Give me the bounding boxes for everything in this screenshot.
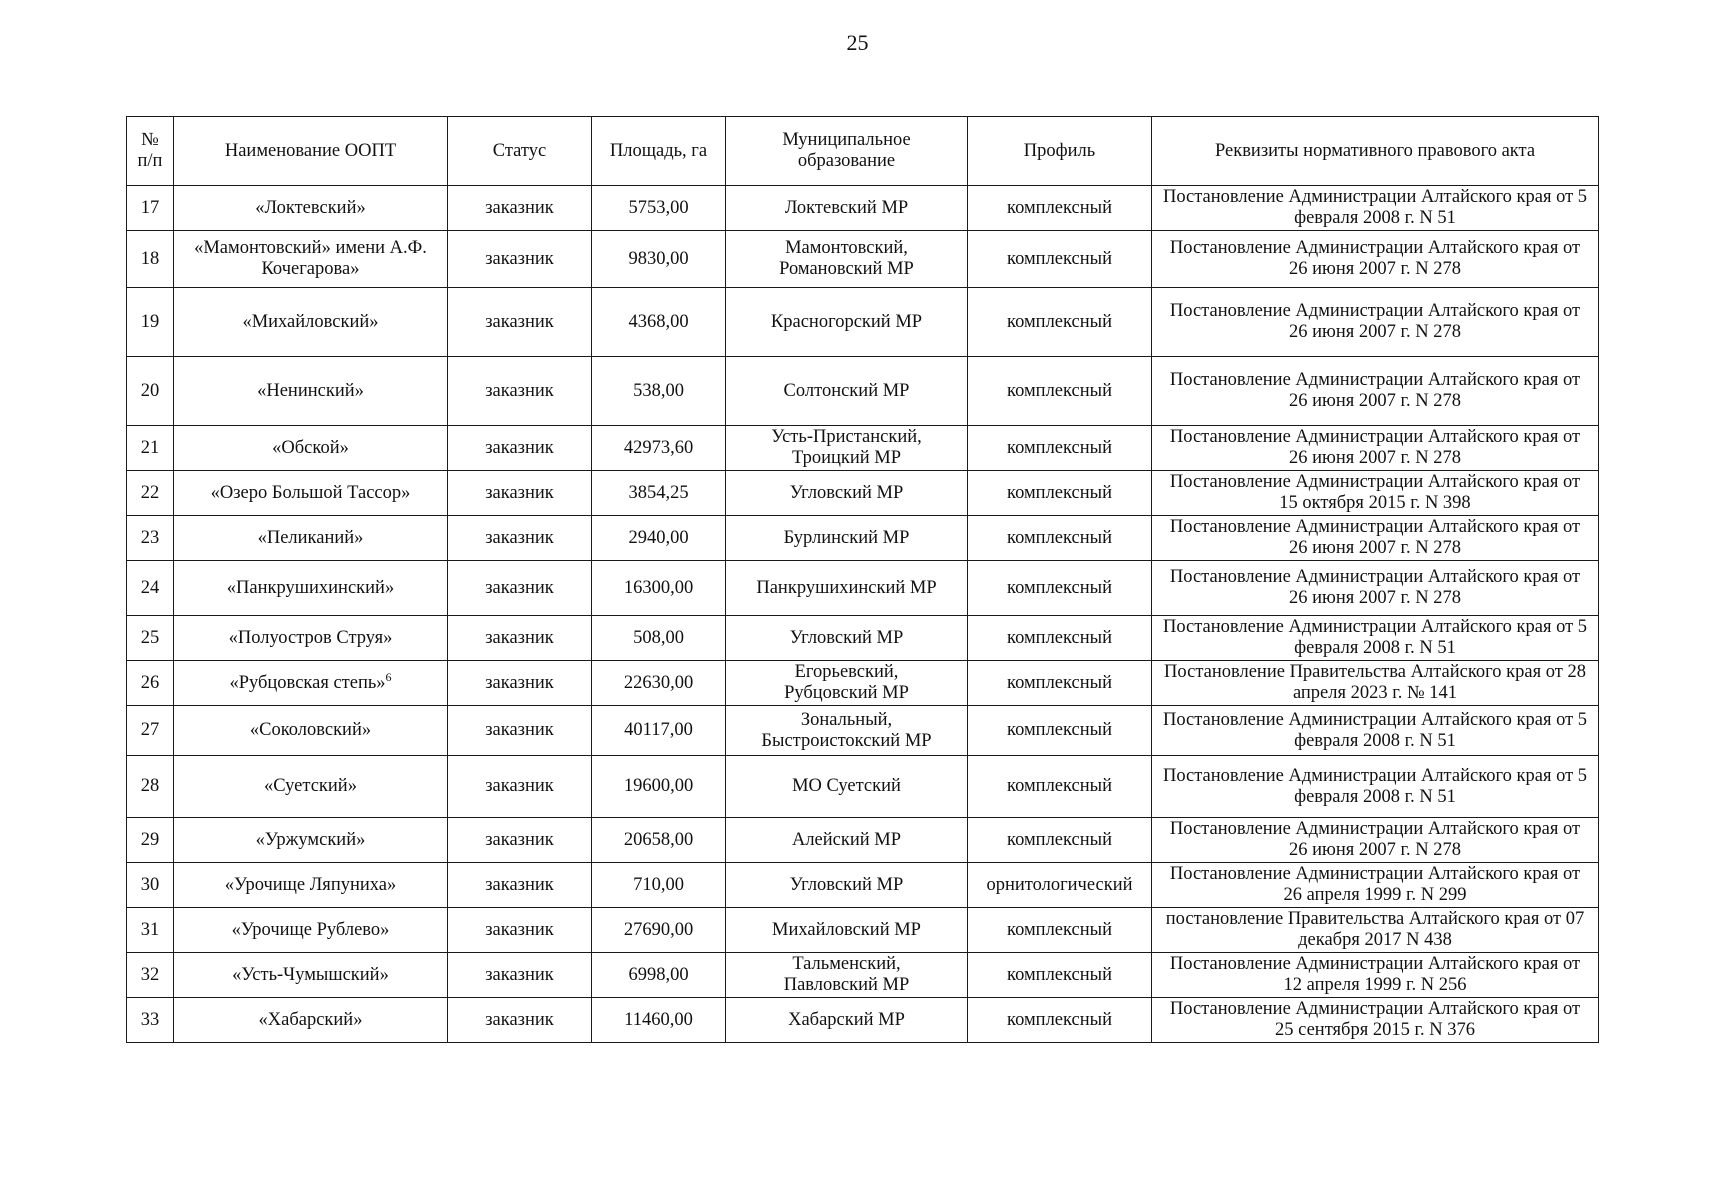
cell-act-text: Постановление Администрации Алтайского края от 15 октября 2015 г. N 398 [1169, 472, 1581, 513]
table-row [127, 953, 1599, 998]
cell-area [592, 706, 726, 756]
cell-profile-text: комплексный [1007, 527, 1112, 548]
cell-status-text: заказник [485, 311, 554, 332]
cell-act [1152, 661, 1599, 706]
cell-act-text: Постановление Администрации Алтайского края от 5 февраля 2008 г. N 51 [1162, 187, 1588, 228]
cell-name-text: «Соколовский» [249, 720, 372, 740]
cell-name-text: «Озеро Большой Тассор» [210, 482, 411, 503]
cell-num [127, 616, 174, 661]
table-row [127, 186, 1599, 231]
cell-name-text: «Рубцовская степь» [229, 672, 386, 693]
cell-municipality-text: Михайловский МР [772, 919, 921, 940]
header-status: Статус [448, 117, 592, 186]
cell-status [448, 288, 592, 357]
cell-municipality [726, 953, 968, 998]
table-row [127, 516, 1599, 561]
cell-num [127, 516, 174, 561]
cell-status-text: заказник [485, 720, 554, 740]
cell-act [1152, 818, 1599, 863]
cell-num-text: 24 [140, 577, 160, 598]
cell-num-text: 18 [140, 248, 160, 269]
cell-profile [968, 863, 1152, 908]
cell-municipality-text: Красногорский МР [770, 311, 923, 332]
cell-area-text: 710,00 [633, 874, 684, 895]
cell-name-text: «Суетский» [264, 776, 357, 796]
cell-act-text: постановление Правительства Алтайского края от 07 декабря 2017 N 438 [1165, 909, 1585, 950]
footnote-marker[interactable]: 6 [385, 669, 392, 684]
cell-num-text: 28 [140, 776, 160, 796]
cell-status [448, 357, 592, 426]
cell-municipality-text: Зональный, Быстроистокский МР [761, 709, 932, 751]
cell-municipality [726, 186, 968, 231]
cell-municipality-text: Егорьевский, Рубцовский МР [784, 662, 909, 703]
cell-num [127, 756, 174, 818]
cell-municipality-text: Тальменский, Павловский МР [783, 954, 910, 995]
cell-profile-text: комплексный [1007, 1009, 1112, 1030]
cell-profile-text: комплексный [1007, 380, 1112, 401]
cell-municipality-text: Солтонский МР [783, 380, 910, 401]
cell-num [127, 561, 174, 616]
cell-area [592, 516, 726, 561]
cell-act [1152, 953, 1599, 998]
cell-status [448, 998, 592, 1043]
cell-name [174, 561, 448, 616]
cell-status-text: заказник [485, 964, 554, 985]
cell-act [1152, 357, 1599, 426]
cell-status [448, 953, 592, 998]
cell-num-text: 30 [140, 874, 160, 895]
cell-area [592, 471, 726, 516]
cell-profile-text: комплексный [1007, 577, 1112, 598]
table-row [127, 426, 1599, 471]
cell-status [448, 231, 592, 288]
cell-profile [968, 471, 1152, 516]
cell-act [1152, 561, 1599, 616]
table-body [127, 186, 1599, 1043]
cell-status-text: заказник [485, 197, 554, 218]
cell-municipality [726, 756, 968, 818]
cell-area-text: 4368,00 [628, 311, 689, 332]
cell-status-text: заказник [485, 248, 554, 269]
cell-name-text: «Урочище Рублево» [231, 919, 390, 940]
cell-municipality-text: Мамонтовский, Романовский МР [779, 238, 914, 279]
cell-num-text: 32 [140, 964, 160, 985]
cell-municipality [726, 998, 968, 1043]
cell-name-text: «Панкрушихинский» [226, 577, 395, 598]
cell-name [174, 471, 448, 516]
page-number: 25 [846, 30, 869, 55]
cell-profile [968, 661, 1152, 706]
protected-areas-table [126, 116, 1599, 1043]
cell-status [448, 706, 592, 756]
cell-name-text: «Ненинский» [257, 380, 364, 401]
cell-profile-text: орнитологический [986, 874, 1133, 895]
cell-act-text: Постановление Администрации Алтайского края от 26 июня 2007 г. N 278 [1169, 370, 1581, 411]
cell-name-text: «Усть-Чумышский» [232, 964, 389, 985]
cell-name-text: «Полуостров Струя» [228, 627, 393, 648]
cell-num [127, 231, 174, 288]
cell-municipality-text: Усть-Пристанский, Троицкий МР [771, 427, 922, 468]
cell-profile [968, 756, 1152, 818]
cell-status [448, 756, 592, 818]
cell-name [174, 288, 448, 357]
cell-area-text: 27690,00 [623, 919, 694, 940]
cell-status [448, 471, 592, 516]
cell-profile [968, 908, 1152, 953]
cell-area [592, 616, 726, 661]
table-row [127, 661, 1599, 706]
cell-act-text: Постановление Администрации Алтайского края от 26 июня 2007 г. N 278 [1169, 427, 1581, 468]
cell-area [592, 756, 726, 818]
cell-name [174, 186, 448, 231]
cell-num-text: 21 [140, 437, 160, 458]
cell-profile-text: комплексный [1007, 720, 1112, 740]
table-row [127, 818, 1599, 863]
cell-act-text: Постановление Правительства Алтайского края от 28 апреля 2023 г. № 141 [1164, 662, 1586, 703]
cell-status-text: заказник [485, 527, 554, 548]
cell-status-text: заказник [485, 380, 554, 401]
cell-profile-text: комплексный [1007, 482, 1112, 503]
cell-municipality-text: Угловский МР [789, 874, 904, 895]
cell-status-text: заказник [485, 874, 554, 895]
cell-act [1152, 863, 1599, 908]
cell-area [592, 561, 726, 616]
cell-name [174, 616, 448, 661]
cell-act [1152, 516, 1599, 561]
cell-status-text: заказник [485, 482, 554, 503]
cell-municipality-text: Угловский МР [789, 627, 904, 648]
cell-area [592, 426, 726, 471]
cell-status-text: заказник [485, 627, 554, 648]
cell-status [448, 661, 592, 706]
cell-municipality [726, 706, 968, 756]
cell-status [448, 561, 592, 616]
cell-num-text: 26 [140, 672, 160, 693]
cell-act-text: Постановление Администрации Алтайского края от 5 февраля 2008 г. N 51 [1162, 765, 1588, 807]
cell-num-text: 22 [140, 482, 160, 503]
cell-name-text: «Урочище Ляпуниха» [224, 874, 397, 895]
table-row [127, 998, 1599, 1043]
cell-act-text: Постановление Администрации Алтайского края от 5 февраля 2008 г. N 51 [1162, 617, 1588, 658]
cell-municipality [726, 661, 968, 706]
cell-status [448, 616, 592, 661]
cell-name [174, 908, 448, 953]
cell-profile-text: комплексный [1007, 437, 1112, 458]
cell-num-text: 27 [140, 720, 160, 740]
header-name: Наименование ООПТ [174, 117, 448, 186]
cell-profile [968, 357, 1152, 426]
cell-municipality [726, 231, 968, 288]
cell-act [1152, 908, 1599, 953]
cell-profile [968, 818, 1152, 863]
cell-status-text: заказник [485, 776, 554, 796]
cell-name-text: «Уржумский» [255, 829, 366, 850]
table-row [127, 561, 1599, 616]
cell-municipality-text: Локтевский МР [784, 197, 909, 218]
cell-name-text: «Хабарский» [258, 1009, 363, 1030]
cell-profile-text: комплексный [1007, 776, 1112, 796]
cell-profile-text: комплексный [1007, 197, 1112, 218]
cell-act-text: Постановление Администрации Алтайского края от 26 июня 2007 г. N 278 [1169, 238, 1581, 279]
cell-status [448, 516, 592, 561]
cell-act [1152, 231, 1599, 288]
cell-num-text: 25 [140, 627, 160, 648]
cell-area-text: 16300,00 [623, 577, 694, 598]
table-row [127, 357, 1599, 426]
cell-area [592, 998, 726, 1043]
cell-area-text: 6998,00 [628, 964, 689, 985]
cell-act [1152, 706, 1599, 756]
table-header [127, 117, 1599, 186]
cell-profile [968, 288, 1152, 357]
cell-act-text: Постановление Администрации Алтайского края от 26 июня 2007 г. N 278 [1169, 301, 1581, 342]
header-num: № п/п [127, 117, 174, 186]
cell-municipality [726, 863, 968, 908]
cell-area [592, 288, 726, 357]
cell-area-text: 40117,00 [624, 720, 693, 740]
cell-name-text: «Локтевский» [255, 197, 366, 218]
protected-areas-table-container [126, 116, 1598, 1043]
cell-num [127, 426, 174, 471]
cell-act-text: Постановление Администрации Алтайского края от 26 июня 2007 г. N 278 [1169, 517, 1581, 558]
cell-num [127, 818, 174, 863]
cell-num [127, 186, 174, 231]
cell-name [174, 516, 448, 561]
cell-num [127, 706, 174, 756]
cell-status-text: заказник [485, 1009, 554, 1030]
header-municipality: Муниципальное образование [726, 117, 968, 186]
cell-area [592, 818, 726, 863]
cell-municipality [726, 426, 968, 471]
cell-profile-text: комплексный [1007, 248, 1112, 269]
cell-name [174, 357, 448, 426]
cell-num-text: 23 [140, 527, 160, 548]
cell-act-text: Постановление Администрации Алтайского края от 25 сентября 2015 г. N 376 [1169, 999, 1581, 1040]
cell-status-text: заказник [485, 829, 554, 850]
cell-municipality [726, 616, 968, 661]
cell-status-text: заказник [485, 577, 554, 598]
cell-act [1152, 426, 1599, 471]
cell-area [592, 953, 726, 998]
cell-num-text: 17 [140, 197, 160, 218]
cell-act [1152, 186, 1599, 231]
cell-profile [968, 186, 1152, 231]
cell-municipality [726, 516, 968, 561]
cell-name [174, 426, 448, 471]
table-row [127, 616, 1599, 661]
cell-name-text: «Пеликаний» [257, 527, 364, 548]
cell-num [127, 908, 174, 953]
cell-profile [968, 706, 1152, 756]
cell-act [1152, 756, 1599, 818]
cell-municipality [726, 818, 968, 863]
cell-municipality-text: Алейский МР [791, 829, 902, 850]
cell-status-text: заказник [485, 919, 554, 940]
cell-municipality [726, 357, 968, 426]
cell-num [127, 288, 174, 357]
cell-area [592, 908, 726, 953]
cell-name [174, 756, 448, 818]
cell-num [127, 471, 174, 516]
cell-status [448, 186, 592, 231]
table-row [127, 706, 1599, 756]
header-row [127, 117, 1599, 186]
header-area: Площадь, га [592, 117, 726, 186]
cell-profile-text: комплексный [1007, 964, 1112, 985]
header-act: Реквизиты нормативного правового акта [1152, 117, 1599, 186]
table-row [127, 471, 1599, 516]
cell-num-text: 33 [140, 1009, 160, 1030]
cell-act-text: Постановление Администрации Алтайского края от 12 апреля 1999 г. N 256 [1169, 954, 1581, 995]
cell-act-text: Постановление Администрации Алтайского края от 5 февраля 2008 г. N 51 [1162, 709, 1588, 751]
cell-area-text: 42973,60 [623, 437, 694, 458]
cell-profile-text: комплексный [1007, 919, 1112, 940]
cell-status-text: заказник [485, 672, 554, 693]
cell-municipality [726, 561, 968, 616]
cell-act-text: Постановление Администрации Алтайского края от 26 июня 2007 г. N 278 [1169, 567, 1581, 608]
cell-area-text: 508,00 [633, 627, 684, 648]
cell-num-text: 31 [140, 919, 160, 940]
cell-area [592, 863, 726, 908]
cell-num-text: 29 [140, 829, 160, 850]
cell-profile-text: комплексный [1007, 829, 1112, 850]
cell-act [1152, 616, 1599, 661]
cell-name [174, 818, 448, 863]
cell-profile [968, 953, 1152, 998]
cell-municipality-text: Хабарский МР [788, 1009, 905, 1030]
cell-profile [968, 231, 1152, 288]
cell-area-text: 538,00 [633, 380, 684, 401]
cell-municipality [726, 908, 968, 953]
cell-profile [968, 616, 1152, 661]
cell-status [448, 863, 592, 908]
cell-profile-text: комплексный [1007, 627, 1112, 648]
cell-status [448, 426, 592, 471]
cell-area-text: 11460,00 [624, 1009, 693, 1030]
cell-area-text: 19600,00 [623, 776, 694, 796]
cell-area-text: 20658,00 [623, 829, 694, 850]
cell-profile [968, 998, 1152, 1043]
cell-act [1152, 998, 1599, 1043]
cell-area [592, 357, 726, 426]
cell-area-text: 22630,00 [623, 672, 694, 693]
cell-num [127, 863, 174, 908]
cell-municipality-text: МО Суетский [792, 776, 901, 796]
cell-name [174, 863, 448, 908]
cell-num [127, 953, 174, 998]
cell-profile [968, 516, 1152, 561]
cell-num [127, 357, 174, 426]
cell-name [174, 953, 448, 998]
cell-area-text: 3854,25 [628, 482, 689, 503]
header-profile: Профиль [968, 117, 1152, 186]
table-row [127, 863, 1599, 908]
cell-profile [968, 426, 1152, 471]
cell-act-text: Постановление Администрации Алтайского края от 26 апреля 1999 г. N 299 [1169, 864, 1581, 905]
cell-name [174, 998, 448, 1043]
cell-status [448, 908, 592, 953]
cell-area-text: 9830,00 [628, 248, 689, 269]
cell-municipality-text: Угловский МР [789, 482, 904, 503]
table-row [127, 908, 1599, 953]
cell-name [174, 231, 448, 288]
table-row [127, 756, 1599, 818]
cell-name [174, 706, 448, 756]
cell-num-text: 20 [140, 380, 160, 401]
cell-name [174, 661, 448, 706]
cell-name-text: «Обской» [272, 437, 349, 458]
cell-municipality-text: Панкрушихинский МР [756, 577, 937, 598]
cell-profile-text: комплексный [1007, 311, 1112, 332]
table-row [127, 288, 1599, 357]
cell-act-text: Постановление Администрации Алтайского края от 26 июня 2007 г. N 278 [1169, 819, 1581, 860]
cell-area [592, 186, 726, 231]
cell-act [1152, 288, 1599, 357]
cell-name-text: «Мамонтовский» имени А.Ф. Кочегарова» [194, 238, 427, 279]
cell-profile-text: комплексный [1007, 672, 1112, 693]
cell-num [127, 998, 174, 1043]
cell-act [1152, 471, 1599, 516]
cell-num [127, 661, 174, 706]
cell-municipality [726, 288, 968, 357]
cell-area-text: 5753,00 [628, 197, 689, 218]
cell-municipality-text: Бурлинский МР [783, 527, 910, 548]
cell-area [592, 661, 726, 706]
cell-status-text: заказник [485, 437, 554, 458]
cell-profile [968, 561, 1152, 616]
cell-status [448, 818, 592, 863]
cell-name-text: «Михайловский» [242, 311, 379, 332]
cell-num-text: 19 [140, 311, 160, 332]
table-row [127, 231, 1599, 288]
cell-municipality [726, 471, 968, 516]
cell-area [592, 231, 726, 288]
cell-area-text: 2940,00 [628, 527, 689, 548]
